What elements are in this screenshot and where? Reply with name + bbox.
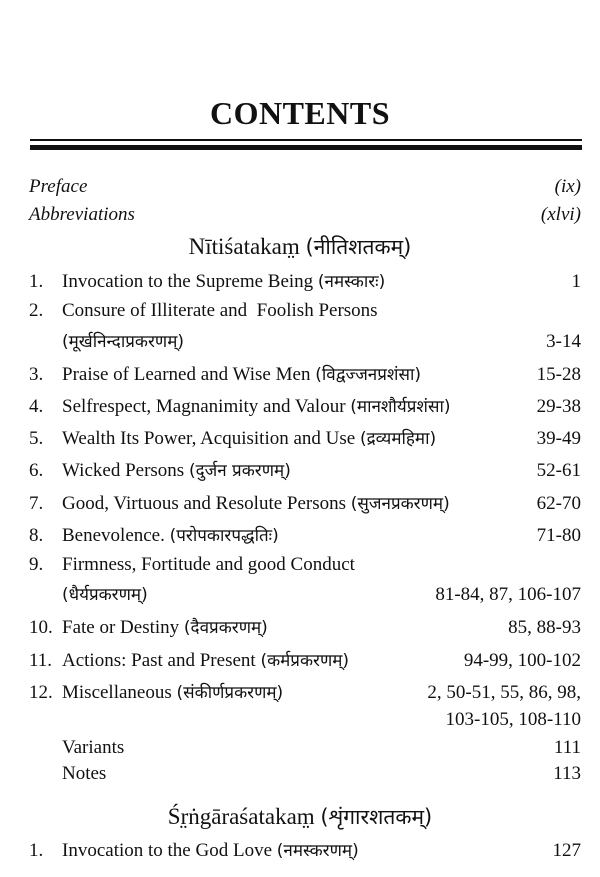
entry-english: Wealth Its Power, Acquisition and Use — [62, 428, 356, 449]
entry-number: 11. — [29, 650, 53, 671]
entry-label: Notes — [62, 763, 107, 784]
entry-sanskrit: (नमस्करणम्) — [276, 841, 359, 861]
toc-entry[interactable] — [0, 268, 600, 296]
entry-label — [62, 268, 385, 296]
toc-entry[interactable] — [0, 490, 600, 518]
entry-page: 62-70 — [536, 493, 581, 514]
entry-label — [62, 679, 283, 707]
entry-page: 15-28 — [536, 364, 581, 385]
entry-label — [62, 837, 359, 865]
entry-sanskrit: (संकीर्णप्रकरणम्) — [176, 683, 284, 703]
section-heading-devanagari: (शृंगारशतकम्) — [320, 805, 433, 829]
toc-entry[interactable] — [0, 457, 600, 485]
entry-english: Firmness, Fortitude and good Conduct — [62, 554, 355, 575]
toc-entry[interactable] — [0, 614, 600, 642]
entry-english: Consure of Illiterate and Foolish Persons — [62, 300, 378, 321]
title-rule-thin — [30, 139, 582, 141]
entry-english: Selfrespect, Magnanimity and Valour — [62, 396, 346, 417]
entry-page: 39-49 — [536, 428, 581, 449]
toc-entry-notes[interactable] — [0, 760, 600, 788]
entry-label — [62, 457, 291, 485]
entry-number: 12. — [29, 682, 53, 703]
entry-label — [62, 522, 279, 550]
toc-entry-continuation[interactable] — [0, 706, 600, 734]
toc-entry-variants[interactable] — [0, 734, 600, 762]
entry-page: 94-99, 100-102 — [463, 650, 581, 671]
entry-label — [62, 425, 436, 453]
entry-english: Wicked Persons — [62, 460, 185, 481]
entry-sanskrit: (सुजनप्रकरणम्) — [350, 494, 450, 514]
entry-sanskrit: (दैवप्रकरणम्) — [183, 618, 268, 638]
toc-entry[interactable] — [0, 522, 600, 550]
entry-number: 7. — [29, 493, 44, 514]
entry-number: 4. — [29, 396, 44, 417]
entry-label: Preface — [29, 176, 88, 197]
entry-page: 29-38 — [536, 396, 581, 417]
entry-sanskrit: (दुर्जन प्रकरणम्) — [188, 461, 291, 481]
section-heading-latin: Nītiśatakam̤ — [188, 234, 300, 259]
entry-sanskrit: (धैर्यप्रकरणम्) — [62, 585, 148, 605]
entry-label: Abbreviations — [29, 204, 135, 225]
section-heading-nitisatakam — [0, 231, 600, 263]
entry-page: 81-84, 87, 106-107 — [435, 584, 581, 605]
entry-sanskrit: (परोपकारपद्धतिः) — [169, 526, 279, 546]
toc-entry[interactable] — [0, 425, 600, 453]
entry-page: 2, 50-51, 55, 86, 98, — [427, 682, 581, 703]
toc-entry-preface[interactable] — [0, 173, 600, 201]
entry-sanskrit: (विद्वज्जनप्रशंसा) — [315, 365, 421, 385]
entry-number: 1. — [29, 840, 44, 861]
entry-label: Variants — [62, 737, 125, 758]
section-heading-latin: Śr̤ṅgāraśatakam̤ — [167, 804, 315, 829]
entry-page: 127 — [552, 840, 581, 861]
entry-page: 85, 88-93 — [508, 617, 581, 638]
entry-page: 113 — [553, 763, 581, 784]
entry-page: 71-80 — [536, 525, 581, 546]
entry-page: 3-14 — [546, 331, 581, 352]
entry-sanskrit: (कर्मप्रकरणम्) — [260, 651, 350, 671]
entry-english: Actions: Past and Present — [62, 650, 256, 671]
entry-english: Invocation to the God Love — [62, 840, 273, 861]
entry-number: 5. — [29, 428, 44, 449]
entry-page-continued: 103-105, 108-110 — [445, 709, 581, 730]
toc-entry-abbreviations[interactable] — [0, 201, 600, 229]
page-title: CONTENTS — [209, 95, 391, 131]
entry-sanskrit: (मूर्खनिन्दाप्रकरणम्) — [62, 332, 184, 352]
entry-label — [62, 647, 349, 675]
entry-label — [62, 361, 421, 389]
section-heading-devanagari: (नीतिशतकम्) — [305, 235, 412, 259]
toc-entry-continuation[interactable] — [0, 328, 600, 356]
entry-sanskrit: (मानशौर्यप्रशंसा) — [350, 397, 451, 417]
entry-sanskrit: (नमस्कारः) — [317, 272, 386, 292]
entry-number: 9. — [29, 554, 44, 575]
title-rule-thick — [30, 145, 582, 150]
entry-sanskrit: (द्रव्यमहिमा) — [359, 429, 437, 449]
toc-entry-continuation[interactable] — [0, 581, 600, 609]
entry-page: 111 — [553, 737, 581, 758]
entry-english: Fate or Destiny — [62, 617, 180, 638]
entry-number: 3. — [29, 364, 44, 385]
toc-entry[interactable] — [0, 551, 600, 579]
entry-english: Good, Virtuous and Resolute Persons — [62, 493, 347, 514]
entry-number: 2. — [29, 300, 44, 321]
entry-english: Invocation to the Supreme Being — [62, 271, 314, 292]
entry-english: Praise of Learned and Wise Men — [62, 364, 311, 385]
entry-label — [62, 393, 451, 421]
entry-english: Benevolence. — [62, 525, 165, 546]
toc-entry[interactable] — [0, 361, 600, 389]
toc-entry[interactable] — [0, 647, 600, 675]
entry-number: 1. — [29, 271, 44, 292]
entry-page: 1 — [571, 271, 581, 292]
entry-label — [62, 490, 450, 518]
entry-page: (xlvi) — [540, 204, 581, 225]
entry-number: 6. — [29, 460, 44, 481]
entry-number: 8. — [29, 525, 44, 546]
entry-number: 10. — [29, 617, 53, 638]
toc-entry[interactable] — [0, 393, 600, 421]
entry-label — [62, 614, 268, 642]
toc-entry[interactable] — [0, 837, 600, 865]
entry-english: Miscellaneous — [62, 682, 172, 703]
entry-page: (ix) — [554, 176, 581, 197]
toc-entry[interactable] — [0, 679, 600, 707]
entry-page: 52-61 — [536, 460, 581, 481]
section-heading-srngarasatakam — [0, 801, 600, 833]
toc-entry[interactable] — [0, 297, 600, 325]
